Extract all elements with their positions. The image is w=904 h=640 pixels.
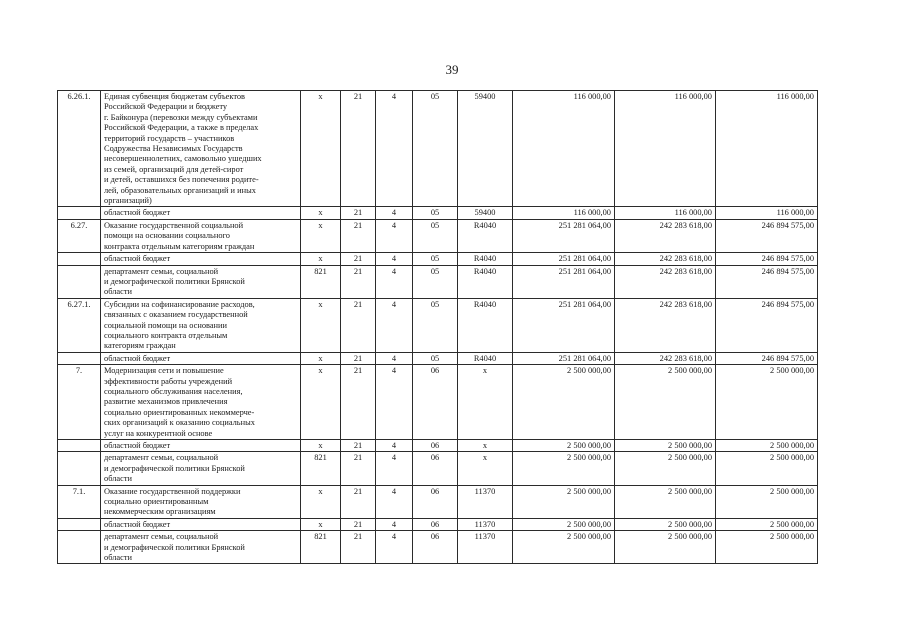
description-line: развитие механизмов привлечения [104,397,228,407]
description-line: ских организаций к оказанию социальных [104,418,255,428]
cell-subsection: 4 [376,518,413,530]
cell-amount-year1: 2 500 000,00 [513,518,615,530]
cell-grbs: 821 [301,531,341,564]
cell-section: 21 [341,452,376,485]
cell-subsection: 4 [376,298,413,352]
description-line: области [104,553,132,563]
description-line: Оказание государственной поддержки [104,486,241,496]
table-row [58,219,818,252]
cell-amount-year3: 2 500 000,00 [716,365,818,440]
description-line: департамент семьи, социальной [104,453,219,463]
cell-description [101,219,301,252]
description-line: организаций) [104,196,152,206]
description-line: Субсидии на софинансирование расходов, [104,299,255,309]
cell-description [101,91,301,207]
cell-amount-year2: 242 283 618,00 [615,265,716,298]
cell-amount-year3: 2 500 000,00 [716,485,818,518]
cell-item-number: 6.27. [58,219,101,252]
cell-expense-code: x [458,365,513,440]
cell-amount-year1: 251 281 064,00 [513,265,615,298]
cell-amount-year1: 251 281 064,00 [513,298,615,352]
cell-item-number [58,253,101,265]
cell-description [101,253,301,265]
cell-expense-code: R4040 [458,253,513,265]
cell-amount-year3: 246 894 575,00 [716,352,818,364]
cell-section: 21 [341,265,376,298]
cell-amount-year3: 2 500 000,00 [716,440,818,452]
cell-amount-year3: 2 500 000,00 [716,518,818,530]
description-line: территорий государств – участников [104,133,235,143]
cell-amount-year1: 116 000,00 [513,91,615,207]
cell-expense-code: 11370 [458,518,513,530]
cell-section: 21 [341,298,376,352]
cell-amount-year2: 242 283 618,00 [615,253,716,265]
cell-amount-year3: 246 894 575,00 [716,219,818,252]
cell-expense-code: 59400 [458,207,513,219]
cell-expense-code: 11370 [458,531,513,564]
description-line: несовершеннолетних, самовольно ушедших [104,154,262,164]
cell-amount-year3: 2 500 000,00 [716,531,818,564]
cell-section: 21 [341,440,376,452]
cell-description [101,365,301,440]
cell-program: 06 [413,518,458,530]
cell-description [101,518,301,530]
description-line: г. Байконура (перевозки между субъектами [104,112,258,122]
table-row [58,485,818,518]
cell-amount-year2: 2 500 000,00 [615,485,716,518]
table-row [58,365,818,440]
description-line: лей, образовательных организаций и иных [104,185,256,195]
cell-program: 05 [413,219,458,252]
table-row [58,207,818,219]
cell-description [101,485,301,518]
cell-description [101,265,301,298]
cell-subsection: 4 [376,91,413,207]
cell-item-number [58,352,101,364]
table-row [58,253,818,265]
cell-description [101,207,301,219]
table-row [58,352,818,364]
table-row [58,452,818,485]
cell-amount-year1: 251 281 064,00 [513,352,615,364]
description-line: и детей, оставшихся без попечения родите- [104,175,259,185]
description-line: социально ориентированных некоммерче- [104,407,255,417]
cell-amount-year3: 2 500 000,00 [716,452,818,485]
description-line: социального контракта отдельным [104,330,228,340]
cell-expense-code: R4040 [458,219,513,252]
cell-grbs: x [301,352,341,364]
cell-item-number [58,531,101,564]
cell-subsection: 4 [376,485,413,518]
cell-grbs: x [301,207,341,219]
cell-item-number: 7.1. [58,485,101,518]
description-line: областной бюджет [104,519,171,529]
description-line: из семей, организаций для детей-сирот [104,164,244,174]
cell-grbs: x [301,440,341,452]
cell-section: 21 [341,207,376,219]
cell-amount-year2: 2 500 000,00 [615,531,716,564]
description-line: Российской Федерации, а также в пределах [104,123,259,133]
cell-amount-year2: 242 283 618,00 [615,298,716,352]
cell-section: 21 [341,91,376,207]
budget-table [57,90,818,564]
cell-section: 21 [341,531,376,564]
table-row [58,91,818,207]
description-line: и демографической политики Брянской [104,542,245,552]
cell-program: 05 [413,265,458,298]
description-line: некоммерческим организациям [104,507,216,517]
description-line: социально ориентированным [104,497,209,507]
description-line: и демографической политики Брянской [104,463,245,473]
description-line: Содружества Независимых Государств [104,144,243,154]
cell-grbs: x [301,518,341,530]
cell-subsection: 4 [376,365,413,440]
description-line: области [104,474,132,484]
cell-amount-year3: 116 000,00 [716,207,818,219]
cell-amount-year2: 2 500 000,00 [615,518,716,530]
cell-subsection: 4 [376,452,413,485]
cell-item-number [58,265,101,298]
description-line: контракта отдельным категориям граждан [104,241,255,251]
cell-section: 21 [341,253,376,265]
cell-expense-code: x [458,440,513,452]
cell-amount-year2: 242 283 618,00 [615,219,716,252]
description-line: связанных с оказанием государственной [104,310,248,320]
table-row [58,265,818,298]
cell-description [101,352,301,364]
cell-amount-year2: 242 283 618,00 [615,352,716,364]
cell-item-number [58,452,101,485]
cell-item-number [58,207,101,219]
cell-program: 05 [413,207,458,219]
cell-section: 21 [341,219,376,252]
cell-program: 06 [413,531,458,564]
cell-item-number: 6.26.1. [58,91,101,207]
cell-item-number [58,440,101,452]
cell-program: 06 [413,485,458,518]
cell-description [101,298,301,352]
cell-grbs: x [301,91,341,207]
cell-description [101,440,301,452]
cell-program: 05 [413,253,458,265]
page-number: 39 [445,62,459,77]
cell-amount-year1: 116 000,00 [513,207,615,219]
table-body [58,91,818,564]
description-line: социального обслуживания населения, [104,386,243,396]
cell-expense-code: R4040 [458,298,513,352]
cell-amount-year1: 2 500 000,00 [513,452,615,485]
cell-grbs: x [301,365,341,440]
description-line: услуг на конкурентной основе [104,428,213,438]
cell-amount-year3: 246 894 575,00 [716,253,818,265]
cell-amount-year2: 2 500 000,00 [615,452,716,485]
cell-grbs: 821 [301,452,341,485]
cell-grbs: x [301,298,341,352]
description-line: эффективности работы учреждений [104,376,233,386]
cell-expense-code: 59400 [458,91,513,207]
cell-amount-year1: 251 281 064,00 [513,219,615,252]
cell-section: 21 [341,365,376,440]
cell-amount-year1: 2 500 000,00 [513,365,615,440]
description-line: области [104,287,132,297]
cell-expense-code: R4040 [458,352,513,364]
cell-grbs: x [301,219,341,252]
cell-grbs: x [301,253,341,265]
description-line: Единая субвенция бюджетам субъектов [104,92,246,101]
cell-program: 05 [413,298,458,352]
cell-subsection: 4 [376,352,413,364]
cell-expense-code: x [458,452,513,485]
table-row [58,440,818,452]
cell-grbs: 821 [301,265,341,298]
description-line: помощи на основании социального [104,231,230,241]
cell-item-number [58,518,101,530]
cell-amount-year1: 251 281 064,00 [513,253,615,265]
table-row [58,531,818,564]
description-line: Российской Федерации и бюджету [104,102,228,112]
cell-program: 06 [413,440,458,452]
cell-program: 05 [413,352,458,364]
cell-section: 21 [341,518,376,530]
cell-amount-year2: 2 500 000,00 [615,440,716,452]
description-line: областной бюджет [104,353,171,363]
cell-amount-year1: 2 500 000,00 [513,531,615,564]
description-line: областной бюджет [104,208,171,218]
description-line: социальной помощи на основании [104,320,228,330]
cell-description [101,452,301,485]
cell-amount-year2: 2 500 000,00 [615,365,716,440]
cell-amount-year1: 2 500 000,00 [513,485,615,518]
cell-subsection: 4 [376,265,413,298]
cell-amount-year1: 2 500 000,00 [513,440,615,452]
description-line: областной бюджет [104,254,171,264]
description-line: департамент семьи, социальной [104,266,219,276]
cell-amount-year2: 116 000,00 [615,207,716,219]
cell-subsection: 4 [376,253,413,265]
cell-subsection: 4 [376,531,413,564]
cell-subsection: 4 [376,207,413,219]
cell-section: 21 [341,352,376,364]
cell-description [101,531,301,564]
table-row [58,518,818,530]
cell-program: 06 [413,365,458,440]
cell-amount-year2: 116 000,00 [615,91,716,207]
cell-grbs: x [301,485,341,518]
cell-subsection: 4 [376,219,413,252]
description-line: категориям граждан [104,341,176,351]
cell-section: 21 [341,485,376,518]
cell-expense-code: R4040 [458,265,513,298]
cell-amount-year3: 246 894 575,00 [716,298,818,352]
description-line: и демографической политики Брянской [104,276,245,286]
table-row [58,298,818,352]
description-line: департамент семьи, социальной [104,532,219,542]
description-line: областной бюджет [104,441,171,450]
cell-expense-code: 11370 [458,485,513,518]
cell-item-number: 6.27.1. [58,298,101,352]
cell-amount-year3: 246 894 575,00 [716,265,818,298]
description-line: Модернизация сети и повышение [104,366,224,376]
cell-amount-year3: 116 000,00 [716,91,818,207]
cell-program: 05 [413,91,458,207]
cell-item-number: 7. [58,365,101,440]
cell-subsection: 4 [376,440,413,452]
description-line: Оказание государственной социальной [104,220,244,230]
cell-program: 06 [413,452,458,485]
